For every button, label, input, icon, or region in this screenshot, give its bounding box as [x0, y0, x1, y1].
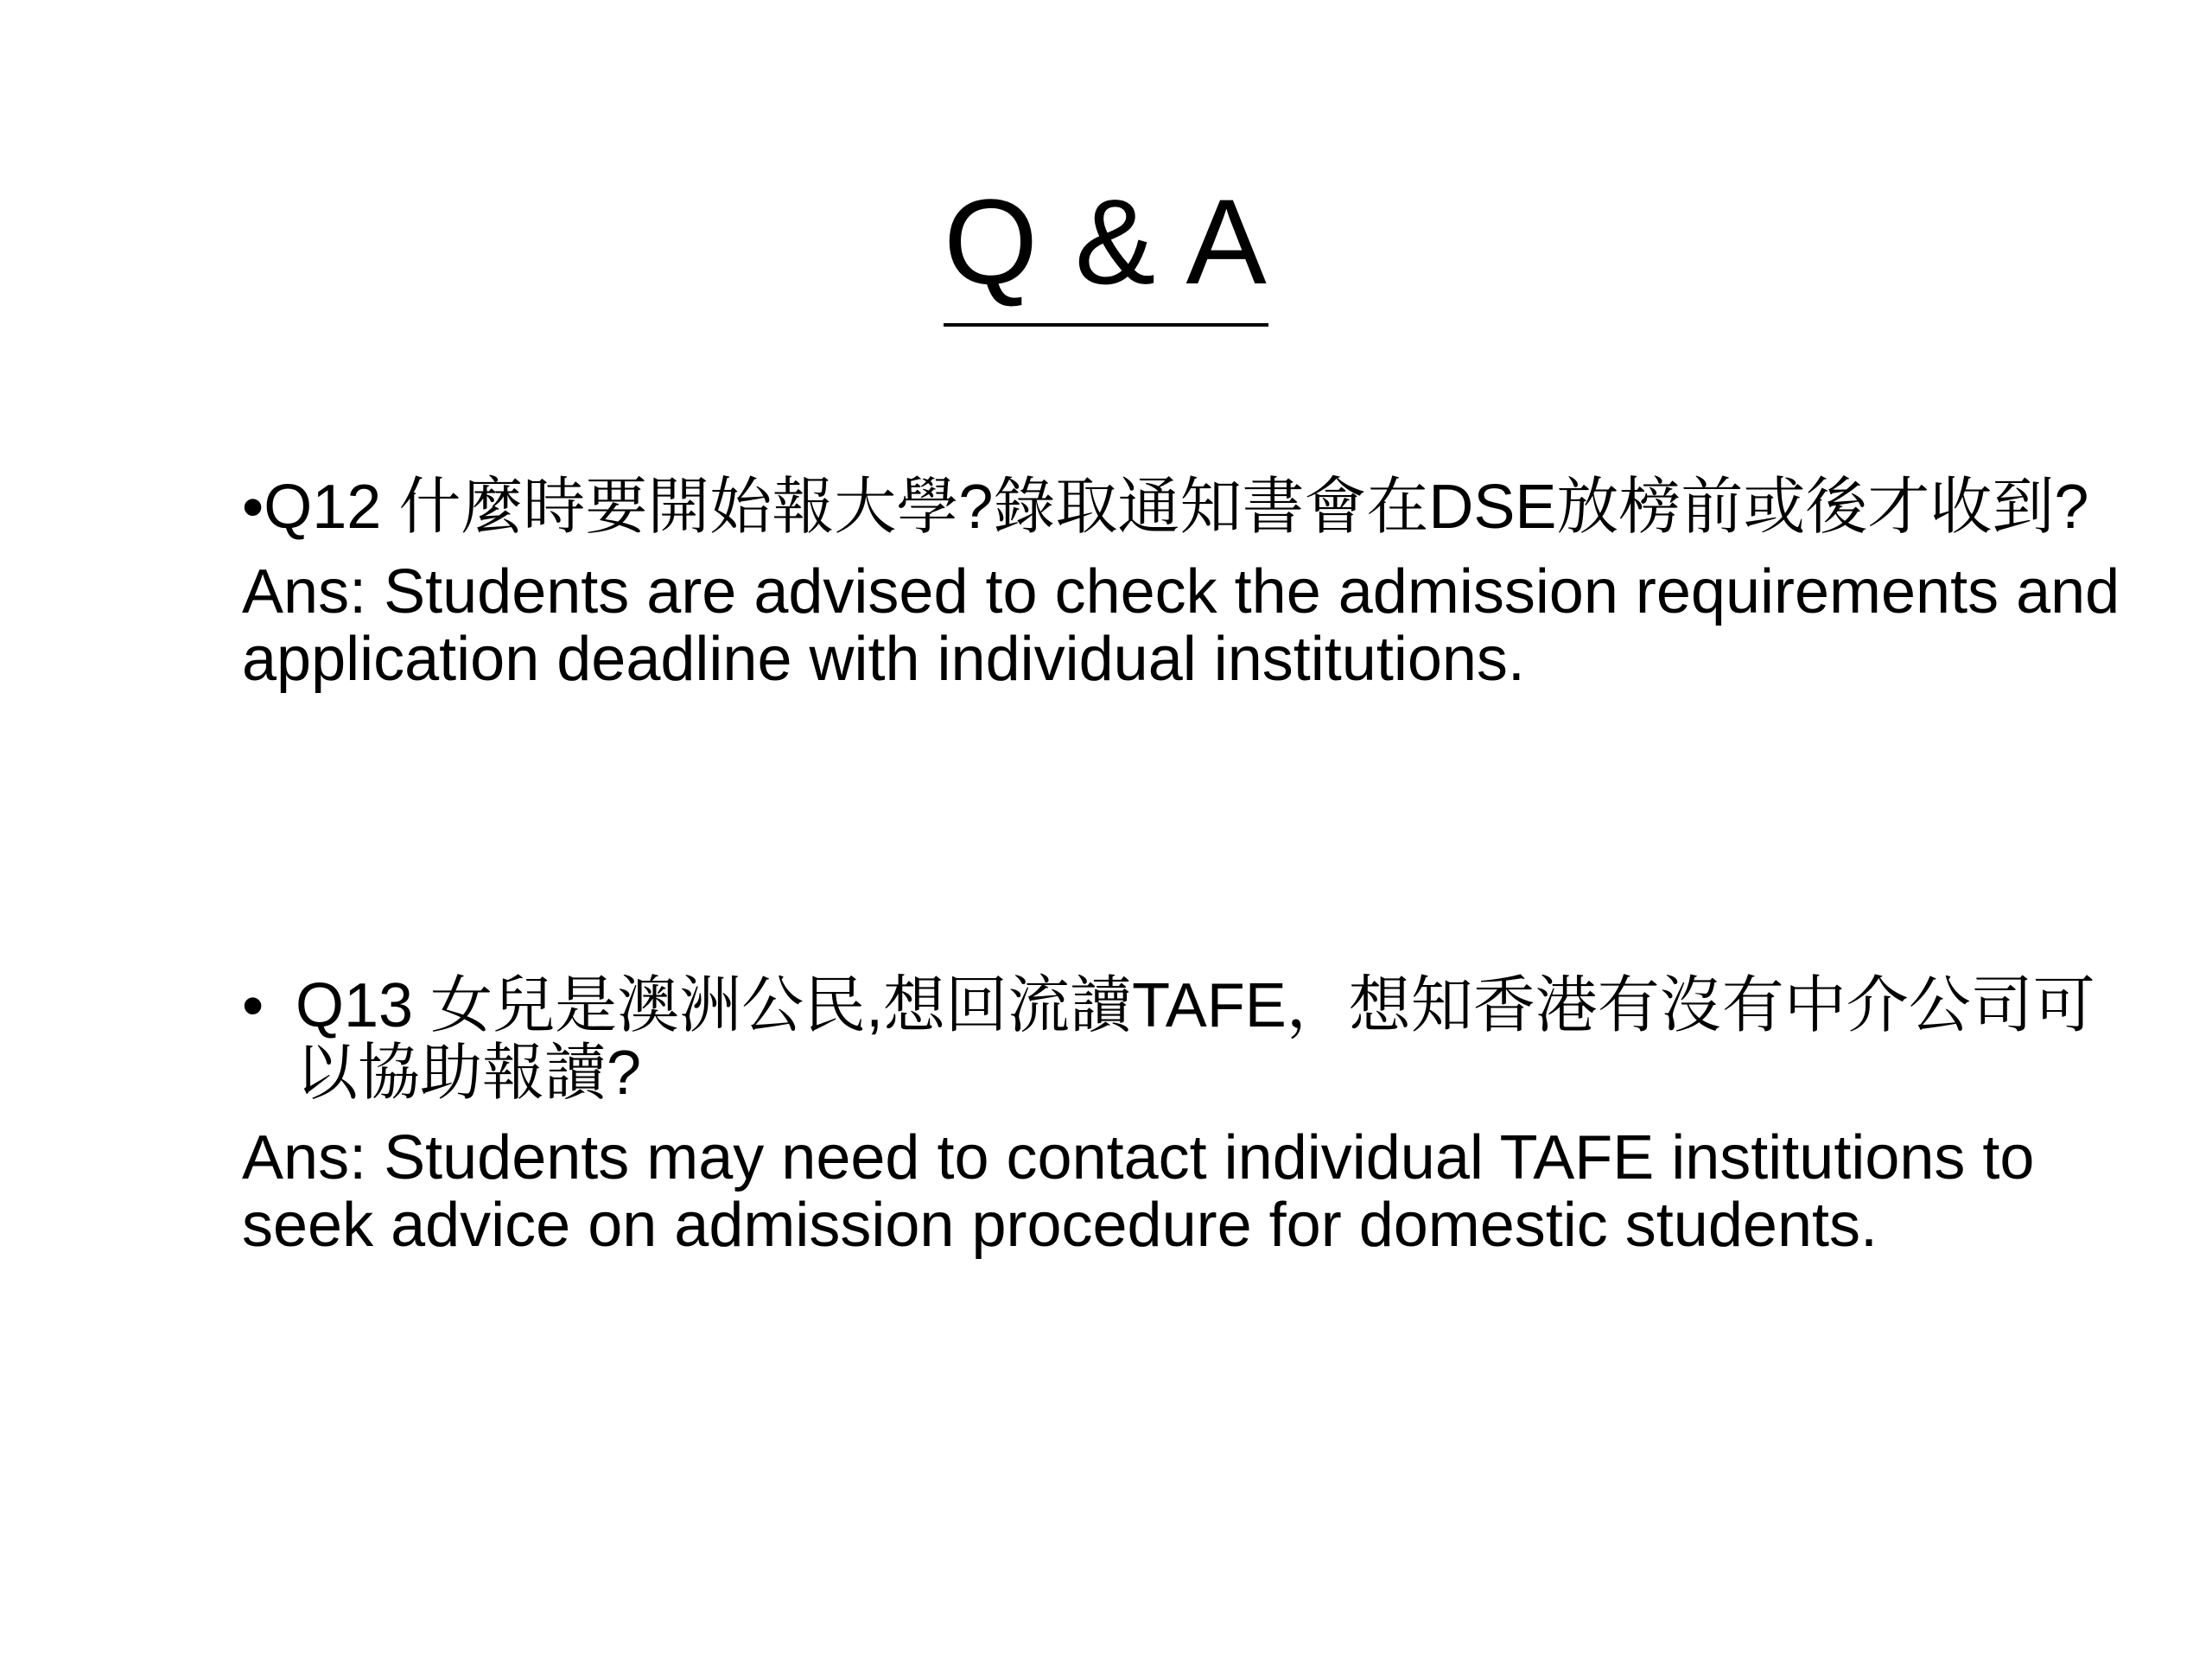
question-text: Q13 女兒是澳洲公民,想回流讀TAFE，想知香港有沒有中介公司可以協助報讀? [296, 971, 2095, 1108]
answer-q13: Ans: Students may need to contact individual TAFE institutions to seek advice on admission procedure for domestic students. [242, 1123, 2035, 1260]
question-q13 [242, 972, 2143, 1107]
slide-title-text: Q & A [944, 173, 1268, 327]
qa-item-q13 [242, 972, 2143, 1259]
bullet-point: • [242, 473, 264, 542]
answer-q12: Ans: Students are advised to check the admission requirements and application deadline with individual institutions. [242, 557, 2120, 694]
question-text: Q12 什麼時要開始報大學?錄取通知書會在DSE放榜前或後才收到? [264, 473, 2089, 542]
question-q12 [242, 474, 2143, 541]
bullet-point: • [242, 971, 264, 1040]
qa-item-q12 [242, 474, 2143, 693]
slide-title [0, 173, 2212, 327]
